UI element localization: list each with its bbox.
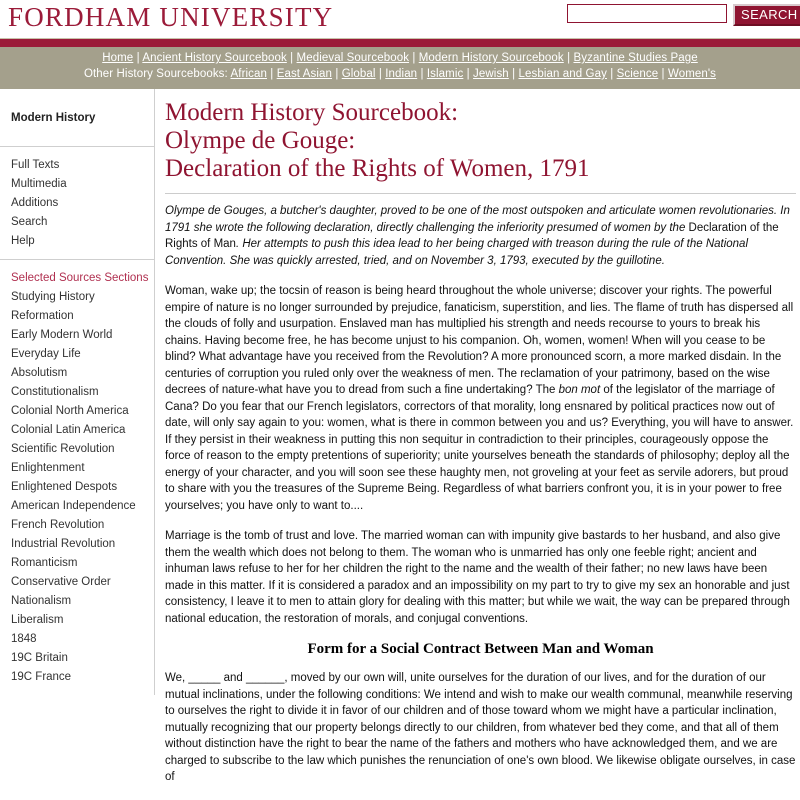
sidebar-item-french-revolution[interactable]: French Revolution <box>11 519 105 531</box>
nav-separator: | <box>463 68 474 80</box>
nav-separator: | <box>375 68 386 80</box>
sidebar-item-scientific-revolution[interactable]: Scientific Revolution <box>11 443 115 455</box>
sidebar <box>0 89 155 695</box>
nav-link-science[interactable]: Science <box>616 68 659 80</box>
site-banner <box>0 0 800 38</box>
sidebar-item-help[interactable]: Help <box>11 235 35 247</box>
page-title-line-2: Olympe de Gouge: <box>165 127 356 154</box>
sidebar-title: Modern History <box>11 111 96 124</box>
paragraph-1-italic-phrase: bon mot <box>558 384 601 396</box>
nav-link-medieval-sourcebook[interactable]: Medieval Sourcebook <box>296 52 410 64</box>
sidebar-item-19c-britain[interactable]: 19C Britain <box>11 652 68 664</box>
nav-separator: | <box>286 52 297 64</box>
nav-separator: | <box>658 68 668 80</box>
nav-separator: | <box>267 68 277 80</box>
sidebar-item-multimedia[interactable]: Multimedia <box>11 178 67 190</box>
nav-link-modern-history-sourcebook[interactable]: Modern History Sourcebook <box>418 52 564 64</box>
sidebar-item-colonial-latin-america[interactable]: Colonial Latin America <box>11 424 126 436</box>
page-title-line-3: Declaration of the Rights of Women, 1791 <box>165 155 590 182</box>
nav-separator: | <box>417 68 427 80</box>
nav-link-global[interactable]: Global <box>341 68 376 80</box>
nav-separator: | <box>563 52 574 64</box>
paragraph-1-text-a: Woman, wake up; the tocsin of reason is being heard throughout the whole universe; discover your rights. The powerful empire of nature is no longer surrounded by prejudice, fanaticism, superstition, and lies. The flame of truth has dispersed all the clouds of folly and usurpation. Enslaved man has multiplied his strength and needs recourse to yours to break his chains. Having become free, he has become unjust to his companion. Oh, women, women! When will you cease to be blind? What advantage have you received from the Revolution? A more pronounced scorn, a more marked disdain. In the centuries of corruption you ruled only over the weakness of men. The reclamation of your patrimony, based on the wise decrees of nature-what have you to dread from such a fine undertaking? The <box>165 285 794 396</box>
crimson-divider-rule <box>0 38 800 47</box>
search-input[interactable] <box>567 4 727 23</box>
nav-row-secondary <box>0 66 800 82</box>
document-paragraph-3: We, _____ and ______, moved by our own will, unite ourselves for the duration of our lives, and for the duration of our mutual inclinations, under the following conditions: We intend and wish to make our wealth communal, meanwhile reserving to ourselves the right to divide it in favor of our children and of those toward whom we might have a particular inclination, mutually recognizing that our property belongs directly to our children, from whatever bed they come, and that all of them without distinction have the right to bear the name of the fathers and mothers who have acknowledged them, and we are charged to subscribe to the law which punishes the renunciation of one's own blood. We likewise obligate ourselves, in case of <box>165 672 796 783</box>
paragraph-1-text-b: of the legislator of the marriage of Cana? Do you fear that our French legislators, correctors of that morality, long ensnared by political practices now out of date, will only say again to you: women, what is there in common between you and us? Everything, you will have to answer. If they persist in their weakness in putting this non sequitur in contradiction to their principles, courageously oppose the force of reason to the empty pretentions of superiority; unite yourselves beneath the standards of philosophy; deploy all the energy of your character, and you will soon see these haughty men, not groveling at your feet as servile adorers, but proud to share with you the treasures of the Supreme Being. Regardless of what barriers confront you, it is in your power to free yourselves; you have only to want to.... <box>165 384 794 512</box>
document-paragraph-2: Marriage is the tomb of trust and love. The married woman can with impunity give bastards to her husband, and also give them the wealth which does not belong to them. The woman who is unmarried has only one feeble right; ancient and inhuman laws refuse to her for her children the right to the name and the wealth of their father; no new laws have been made in this matter. If it is considered a paradox and an impossibility on my part to try to give my sex an honorable and just consistency, I leave it to men to attain glory for dealing with this matter; but while we wait, the way can be prepared through national education, the restoration of morals, and conjugal conventions. <box>165 530 790 625</box>
sidebar-sections-group <box>0 260 155 695</box>
sidebar-item-romanticism[interactable]: Romanticism <box>11 557 78 569</box>
search-button[interactable]: SEARCH <box>733 4 800 26</box>
sidebar-item-absolutism[interactable]: Absolutism <box>11 367 68 379</box>
sidebar-tools-group <box>0 147 155 260</box>
sourcebook-navigation-band <box>0 47 800 89</box>
sidebar-item-colonial-north-america[interactable]: Colonial North America <box>11 405 129 417</box>
nav-link-east-asian[interactable]: East Asian <box>276 68 333 80</box>
nav-link-byzantine-studies-page[interactable]: Byzantine Studies Page <box>573 52 698 64</box>
document-introduction <box>165 203 796 269</box>
sidebar-item-reformation[interactable]: Reformation <box>11 310 74 322</box>
sidebar-item-constitutionalism[interactable]: Constitutionalism <box>11 386 99 398</box>
nav-link-indian[interactable]: Indian <box>385 68 418 80</box>
nav-row-primary <box>0 50 800 66</box>
intro-text-part-2: . Her attempts to push this idea lead to her being charged with treason during the rule of the National Convention. She was quickly arrested, tried, and on November 3, 1793, executed by the guillotine. <box>165 238 749 267</box>
title-divider-rule <box>165 193 796 194</box>
sidebar-item-everyday-life[interactable]: Everyday Life <box>11 348 81 360</box>
sidebar-item-conservative-order[interactable]: Conservative Order <box>11 576 111 588</box>
nav-separator: | <box>409 52 419 64</box>
sidebar-item-1848[interactable]: 1848 <box>11 633 37 645</box>
nav-separator: | <box>332 68 342 80</box>
sidebar-item-nationalism[interactable]: Nationalism <box>11 595 72 607</box>
fordham-university-wordmark: FORDHAM UNIVERSITY <box>8 2 334 32</box>
sidebar-item-american-independence[interactable]: American Independence <box>11 500 136 512</box>
sidebar-title-box <box>0 89 155 147</box>
sidebar-item-industrial-revolution[interactable]: Industrial Revolution <box>11 538 116 550</box>
sidebar-item-studying-history[interactable]: Studying History <box>11 291 95 303</box>
nav-other-sourcebooks-label: Other History Sourcebooks: <box>83 68 228 80</box>
sidebar-item-search[interactable]: Search <box>11 216 48 228</box>
document-paragraph-1 <box>165 283 796 514</box>
nav-link-lesbian-and-gay[interactable]: Lesbian and Gay <box>518 68 607 80</box>
sidebar-item-additions[interactable]: Additions <box>11 197 59 209</box>
intro-text-part-1: Olympe de Gouges, a butcher's daughter, proved to be one of the most outspoken and articulate women revolutionaries. In 1791 she wrote the following declaration, directly challenging the inferiority presumed of women by the <box>165 205 790 234</box>
sidebar-item-enlightened-despots[interactable]: Enlightened Despots <box>11 481 118 493</box>
main-content <box>155 89 800 800</box>
sidebar-item-full-texts[interactable]: Full Texts <box>11 159 60 171</box>
site-search-form <box>567 4 800 26</box>
nav-link-ancient-history-sourcebook[interactable]: Ancient History Sourcebook <box>142 52 287 64</box>
sidebar-item-early-modern-world[interactable]: Early Modern World <box>11 329 113 341</box>
nav-link-home[interactable]: Home <box>102 52 134 64</box>
nav-separator: | <box>133 52 143 64</box>
sidebar-item-19c-france[interactable]: 19C France <box>11 671 72 683</box>
page-body <box>0 89 800 800</box>
nav-link-jewish[interactable]: Jewish <box>473 68 509 80</box>
nav-separator: | <box>606 68 617 80</box>
section-heading-social-contract: Form for a Social Contract Between Man and Woman <box>307 641 654 657</box>
page-title-line-1: Modern History Sourcebook: <box>165 99 459 126</box>
nav-separator: | <box>508 68 519 80</box>
page-title <box>165 99 796 183</box>
nav-link-womens[interactable]: Women's <box>667 68 717 80</box>
sidebar-sections-heading: Selected Sources Sections <box>11 272 149 284</box>
nav-link-african[interactable]: African <box>230 68 267 80</box>
sidebar-item-liberalism[interactable]: Liberalism <box>11 614 64 626</box>
sidebar-item-enlightenment[interactable]: Enlightenment <box>11 462 85 474</box>
nav-link-islamic[interactable]: Islamic <box>426 68 464 80</box>
intro-cited-work: Declaration of the Rights of Man <box>165 221 779 250</box>
